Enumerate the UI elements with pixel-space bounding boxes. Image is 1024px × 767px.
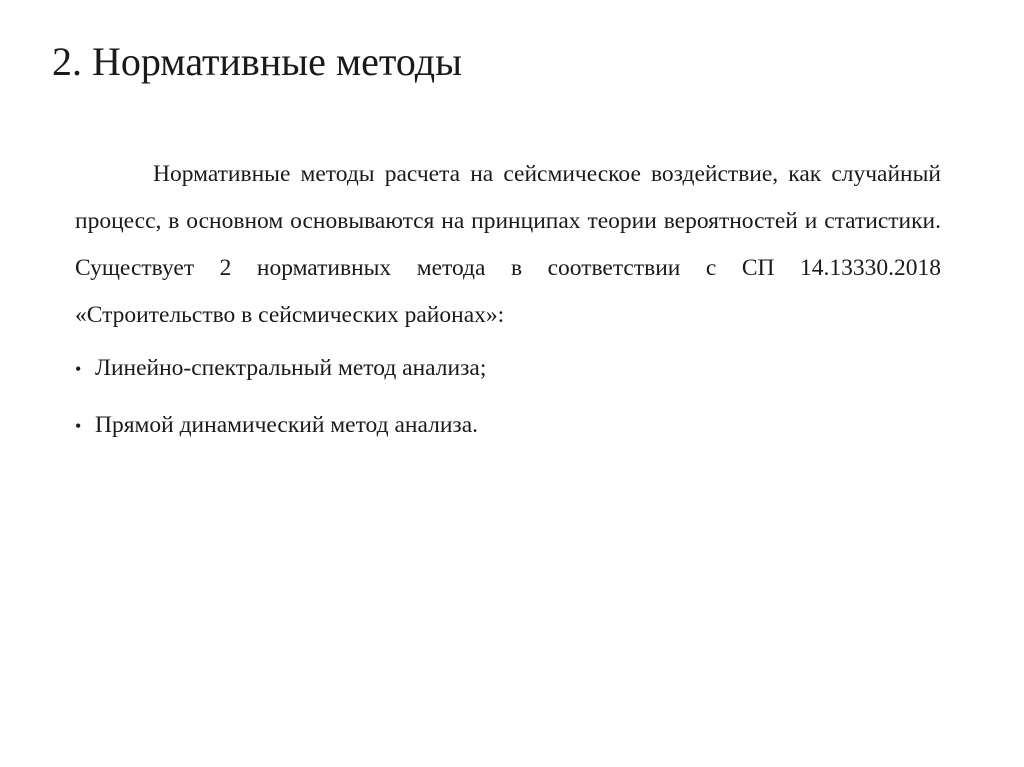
bullet-text: Линейно-спектральный метод анализа; — [95, 355, 487, 381]
list-item — [75, 348, 941, 388]
list-item — [75, 405, 941, 445]
body-paragraph: Нормативные методы расчета на сейсмическое воздействие, как случайный процесс, в основном основываются на принципах теории вероятностей и статистики. Существует 2 нормативных метода в соответствии с СП 14.13330.2018 «Строительство в сейсмических районах»: — [75, 161, 941, 328]
bullet-text: Прямой динамический метод анализа. — [95, 412, 478, 438]
bullet-icon: • — [75, 416, 82, 436]
bullet-list — [75, 348, 941, 462]
slide-title: 2. Нормативные методы — [52, 39, 462, 84]
bullet-icon: • — [75, 359, 82, 379]
